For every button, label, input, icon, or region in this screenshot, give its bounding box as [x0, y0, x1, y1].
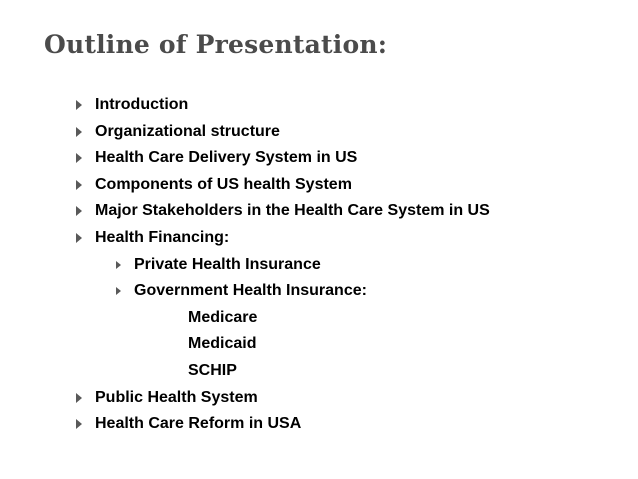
triangle-bullet-icon: [76, 153, 82, 163]
triangle-bullet-icon: [76, 233, 82, 243]
outline-item-label: Private Health Insurance: [134, 255, 321, 273]
triangle-bullet-icon: [76, 206, 82, 216]
triangle-bullet-icon: [76, 180, 82, 190]
outline-item-label: SCHIP: [188, 361, 237, 379]
triangle-bullet-icon: [76, 419, 82, 429]
outline-item-label: Health Care Delivery System in US: [95, 149, 358, 167]
slide-title: Outline of Presentation:: [44, 30, 388, 59]
outline-item-label: Introduction: [95, 96, 189, 113]
triangle-bullet-icon: [76, 100, 82, 110]
triangle-bullet-icon: [76, 393, 82, 403]
outline-item-label: Components of US health System: [95, 175, 352, 193]
outline-item-label: Health Care Reform in USA: [95, 415, 302, 433]
outline-item-label: Medicaid: [188, 335, 257, 353]
outline-item-label: Organizational structure: [95, 122, 280, 140]
triangle-bullet-icon: [116, 287, 121, 295]
outline-item-label: Major Stakeholders in the Health Care System in US: [95, 202, 490, 220]
triangle-bullet-icon: [116, 261, 121, 269]
outline-item-label: Medicare: [188, 308, 258, 326]
outline-item-label: Health Financing:: [95, 228, 230, 246]
triangle-bullet-icon: [76, 127, 82, 137]
outline-item-label: Government Health Insurance:: [134, 282, 367, 300]
outline-item-label: Public Health System: [95, 388, 258, 406]
